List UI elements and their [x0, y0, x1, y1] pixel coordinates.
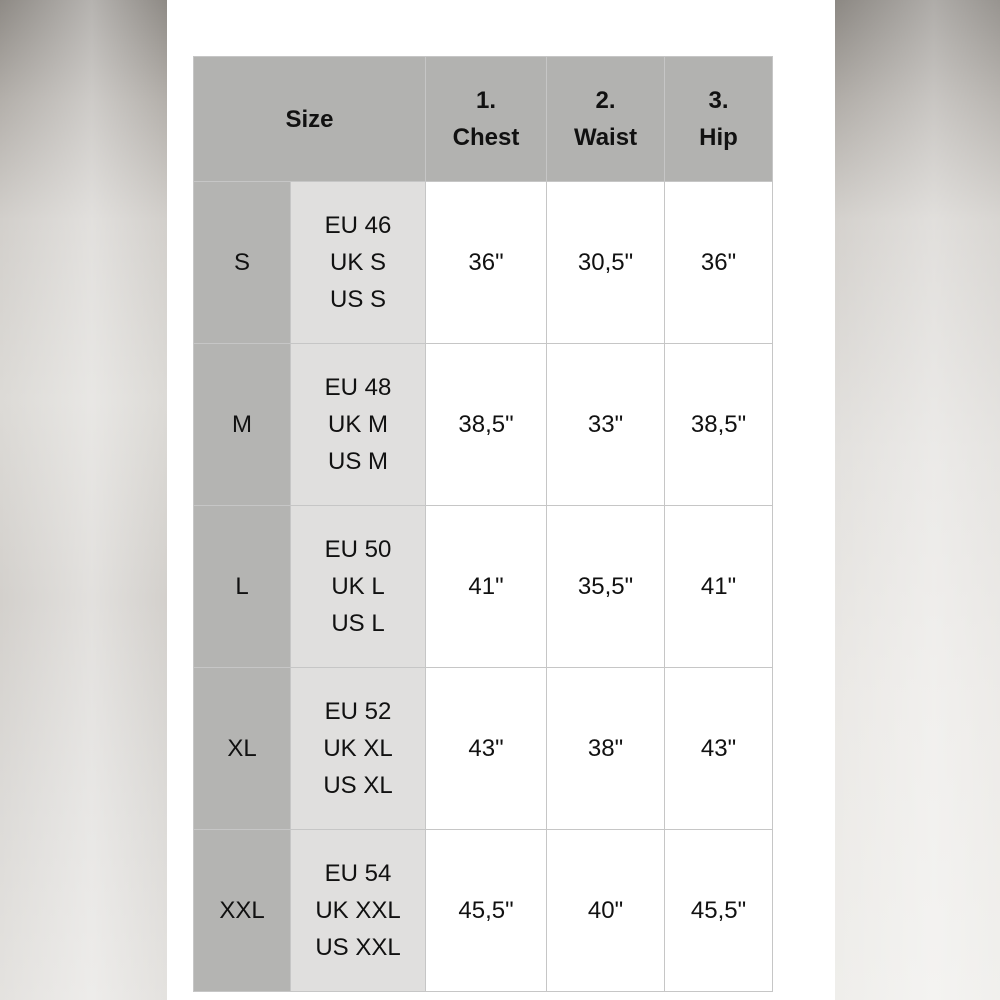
table-row	[194, 668, 773, 830]
size-us: US XL	[323, 772, 393, 799]
background-right	[835, 0, 1000, 1000]
size-chart-table	[193, 56, 773, 992]
header-row	[194, 57, 773, 182]
table-row	[194, 182, 773, 344]
chest-cell: 38,5"	[426, 344, 547, 506]
header-size	[194, 57, 426, 182]
header-size-label: Size	[285, 105, 334, 133]
size-uk: UK XXL	[315, 897, 401, 924]
size-letter-cell: XXL	[194, 830, 291, 992]
waist-cell: 35,5"	[547, 506, 665, 668]
header-hip	[665, 57, 773, 182]
size-letter-cell: S	[194, 182, 291, 344]
size-us: US XXL	[315, 934, 401, 961]
header-hip-label: Hip	[699, 124, 738, 151]
size-letter-cell: M	[194, 344, 291, 506]
header-waist-label: Waist	[573, 124, 638, 151]
size-us: US S	[329, 286, 386, 313]
size-uk: UK S	[329, 249, 386, 276]
size-uk: UK M	[328, 411, 388, 438]
header-chest-number: 1.	[475, 87, 496, 114]
waist-cell: 30,5"	[547, 182, 665, 344]
hip-cell: 43"	[665, 668, 773, 830]
size-region-cell	[291, 668, 426, 830]
header-chest-label: Chest	[452, 124, 520, 151]
header-hip-number: 3.	[708, 87, 729, 114]
size-eu: EU 48	[324, 374, 392, 401]
size-region-cell	[291, 182, 426, 344]
size-letter-cell: L	[194, 506, 291, 668]
table-row	[194, 830, 773, 992]
size-uk: UK L	[331, 573, 385, 600]
size-eu: EU 50	[324, 536, 392, 563]
table-row	[194, 506, 773, 668]
header-waist-number: 2.	[595, 87, 616, 114]
size-region-cell	[291, 830, 426, 992]
waist-cell: 40"	[547, 830, 665, 992]
hip-cell: 45,5"	[665, 830, 773, 992]
hip-cell: 36"	[665, 182, 773, 344]
chest-cell: 45,5"	[426, 830, 547, 992]
size-eu: EU 52	[324, 698, 392, 725]
size-us: US M	[328, 448, 388, 475]
size-region-cell	[291, 344, 426, 506]
chest-cell: 36"	[426, 182, 547, 344]
size-region-cell	[291, 506, 426, 668]
size-chart-sheet	[167, 0, 835, 1000]
chest-cell: 43"	[426, 668, 547, 830]
chest-cell: 41"	[426, 506, 547, 668]
header-chest	[426, 57, 547, 182]
size-eu: EU 46	[324, 212, 392, 239]
size-letter-cell: XL	[194, 668, 291, 830]
size-eu: EU 54	[324, 860, 392, 887]
waist-cell: 38"	[547, 668, 665, 830]
size-uk: UK XL	[323, 735, 393, 762]
header-waist	[547, 57, 665, 182]
hip-cell: 38,5"	[665, 344, 773, 506]
background-left	[0, 0, 167, 1000]
size-us: US L	[331, 610, 385, 637]
table-row	[194, 344, 773, 506]
waist-cell: 33"	[547, 344, 665, 506]
hip-cell: 41"	[665, 506, 773, 668]
